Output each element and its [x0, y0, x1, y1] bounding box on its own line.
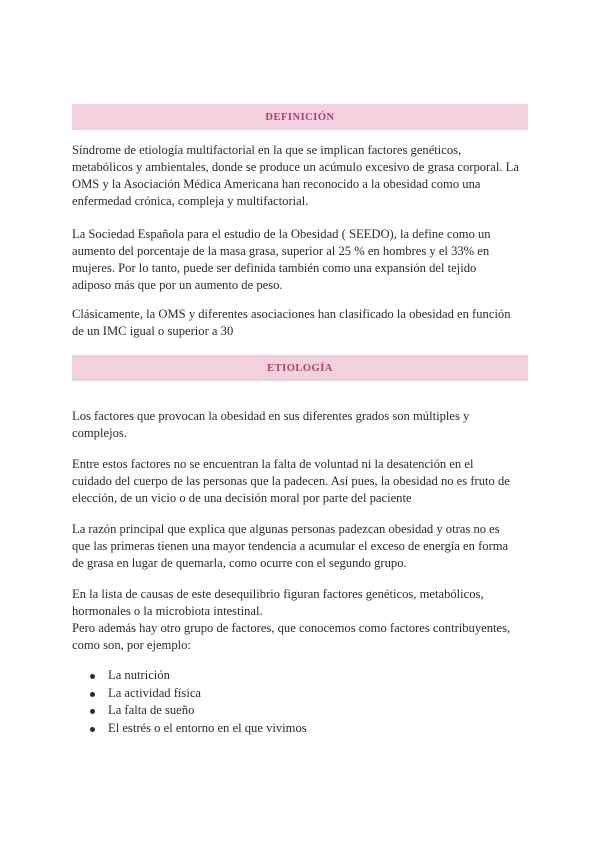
text-line: como son, por ejemplo: [72, 638, 191, 652]
text-line: Clásicamente, la OMS y diferentes asociaciones han clasificado la obesidad en función [72, 307, 511, 321]
section-title: ETIOLOGÍA [267, 362, 333, 374]
text-line: La Sociedad Española para el estudio de la Obesidad ( SEEDO), la define como un [72, 227, 491, 241]
text-line: de grasa en lugar de quemarla, como ocurre con el segundo grupo. [72, 556, 407, 570]
text-line: de un IMC igual o superior a 30 [72, 324, 234, 338]
text-line: aumento del porcentaje de la masa grasa, superior al 25 % en hombres y el 33% en [72, 244, 490, 258]
section-header-definicion [72, 104, 528, 130]
text-line: mujeres. Por lo tanto, puede ser definida también como una expansión del tejido [72, 261, 477, 275]
list-item: La falta de sueño [72, 702, 307, 720]
text-line: metabólicos y ambientales, donde se produce un acúmulo excesivo de grasa corporal. La [72, 160, 519, 174]
list-item: La nutrición [72, 667, 307, 685]
paragraph [72, 408, 534, 442]
text-line: Síndrome de etiología multifactorial en la que se implican factores genéticos, [72, 143, 462, 157]
paragraph [72, 226, 534, 294]
text-line: elección, de un vicio o de una decisión moral por parte del paciente [72, 491, 412, 505]
text-line: Entre estos factores no se encuentran la falta de voluntad ni la desatención en el [72, 457, 474, 471]
text-line: complejos. [72, 426, 127, 440]
text-line: que las primeras tienen una mayor tendencia a acumular el exceso de energía en forma [72, 539, 509, 553]
text-line: cuidado del cuerpo de las personas que la padecen. Así pues, la obesidad no es fruto de [72, 474, 510, 488]
paragraph [72, 456, 534, 507]
text-line: La razón principal que explica que algunas personas padezcan obesidad y otras no es [72, 522, 500, 536]
text-line: En la lista de causas de este desequilibrio figuran factores genéticos, metabólicos, [72, 587, 484, 601]
paragraph [72, 521, 534, 572]
text-line: Pero además hay otro grupo de factores, que conocemos como factores contribuyentes, [72, 621, 511, 635]
text-line: adiposo más que por un aumento de peso. [72, 278, 283, 292]
list-item: La actividad física [72, 685, 307, 703]
text-line: hormonales o la microbiota intestinal. [72, 604, 263, 618]
paragraph [72, 142, 534, 210]
text-line: enfermedad crónica, compleja y multifactorial. [72, 194, 309, 208]
section-header-etiologia [72, 355, 528, 381]
paragraph [72, 586, 534, 654]
list-item: El estrés o el entorno en el que vivimos [72, 720, 307, 738]
text-line: OMS y la Asociación Médica Americana han reconocido a la obesidad como una [72, 177, 481, 191]
bullet-list [72, 667, 307, 737]
paragraph [72, 306, 534, 340]
text-line: Los factores que provocan la obesidad en sus diferentes grados son múltiples y [72, 409, 470, 423]
section-title: DEFINICIÓN [265, 111, 335, 123]
